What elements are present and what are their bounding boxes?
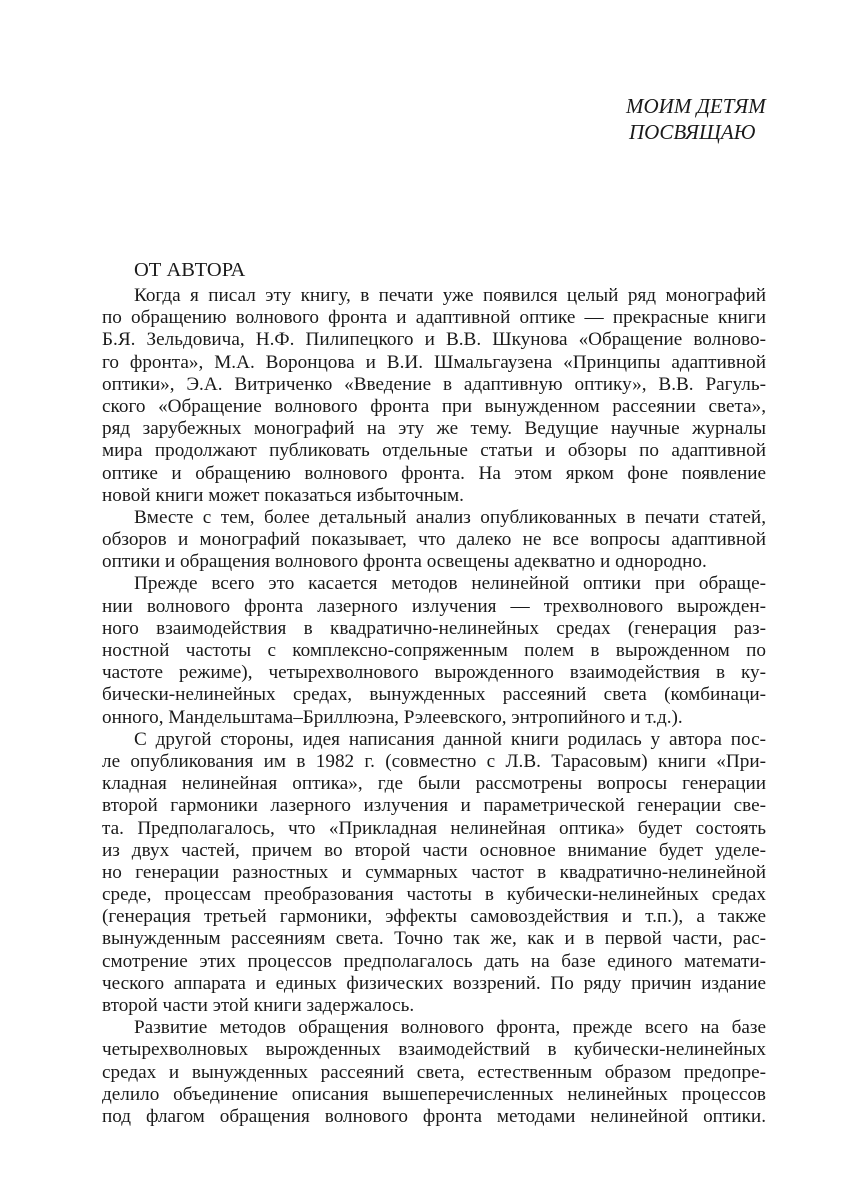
text-line: средах и вынужденных рассеяний света, естественным образом предопре- [102, 1061, 766, 1083]
text-line: го фронта», М.А. Воронцова и В.И. Шмальгаузена «Принципы адаптивной [102, 351, 766, 373]
body-text [102, 285, 766, 1128]
text-line: новой книги может показаться избыточным. [102, 484, 464, 506]
text-line: бически-нелинейных средах, вынужденных рассеяний света (комбинаци- [102, 684, 766, 706]
text-line: Прежде всего это касается методов нелинейной оптики при обраще- [134, 573, 766, 595]
text-line: Вместе с тем, более детальный анализ опубликованных в печати статей, [134, 506, 766, 528]
text-line: (генерация третьей гармоники, эффекты самовоздействия и т.п.), а также [102, 906, 766, 928]
text-line: Б.Я. Зельдовича, Н.Ф. Пилипецкого и В.В. Шкунова «Обращение волново- [102, 329, 766, 351]
text-line: четырехволновых вырожденных взаимодействий в кубически-нелинейных [102, 1039, 766, 1061]
text-line: среде, процессам преобразования частоты в кубически-нелинейных средах [102, 884, 766, 906]
text-line: кладная нелинейная оптика», где были рассмотрены вопросы генерации [102, 773, 766, 795]
text-line: ного взаимодействия в квадратично-нелинейных средах (генерация раз- [102, 617, 766, 639]
text-line: оптики и обращения волнового фронта освещены адекватно и однородно. [102, 551, 707, 573]
text-line: частоте режиме), четырехволнового вырожденного взаимодействия в ку- [102, 662, 766, 684]
text-line: ряд зарубежных монографий на эту же тему. Ведущие научные журналы [102, 418, 766, 440]
dedication-line: МОИМ ДЕТЯМ [626, 94, 766, 118]
text-line: второй части этой книги задержалось. [102, 995, 415, 1016]
text-line: вынужденным рассеяниям света. Точно так же, как и в первой части, рас- [102, 928, 766, 950]
text-line: мира продолжают публиковать отдельные статьи и обзоры по адаптивной [102, 440, 766, 462]
text-line: смотрение этих процессов предполагалось дать на базе единого математи- [102, 950, 766, 972]
text-line: ле опубликования им в 1982 г. (совместно с Л.В. Тарасовым) книги «При- [102, 750, 766, 772]
dedication-line: ПОСВЯЩАЮ [629, 120, 756, 144]
text-line: ностной частоты с комплексно-сопряженным полем в вырожденном по [102, 640, 766, 661]
text-line: оптики», Э.А. Витриченко «Введение в адаптивную оптику», В.В. Рагуль- [102, 373, 766, 395]
text-line: Развитие методов обращения волнового фронта, прежде всего на базе [134, 1017, 766, 1039]
text-line: второй гармоники лазерного излучения и параметрической генерации све- [102, 795, 766, 817]
text-line: С другой стороны, идея написания данной книги родилась у автора пос- [134, 728, 766, 750]
dedication [626, 93, 766, 145]
text-line: та. Предполагалось, что «Прикладная нелинейная оптика» будет состоять [102, 817, 766, 839]
text-line: нии волнового фронта лазерного излучения — трехволнового вырожден- [102, 595, 766, 617]
text-line: ческого аппарата и единых физических воззрений. По ряду причин издание [102, 972, 766, 994]
text-line: ского «Обращение волнового фронта при вынужденном рассеянии света», [102, 395, 766, 417]
text-line: по обращению волнового фронта и адаптивной оптике — прекрасные книги [102, 307, 766, 329]
text-line: из двух частей, причем во второй части основное внимание будет уделе- [102, 839, 766, 861]
text-line: под флагом обращения волнового фронта методами нелинейной оптики. [102, 1105, 766, 1127]
text-line: онного, Мандельштама–Бриллюэна, Рэлеевского, энтропийного и т.д.). [102, 706, 683, 728]
text-line: но генерации разностных и суммарных частот в квадратично-нелинейной [102, 861, 766, 883]
section-heading: ОТ АВТОРА [134, 259, 246, 281]
text-line: делило объединение описания вышеперечисленных нелинейных процессов [102, 1083, 766, 1105]
text-line: Когда я писал эту книгу, в печати уже появился целый ряд монографий [134, 285, 766, 306]
text-line: обзоров и монографий показывает, что далеко не все вопросы адаптивной [102, 529, 766, 551]
text-line: оптике и обращению волнового фронта. На этом ярком фоне появление [102, 462, 766, 484]
